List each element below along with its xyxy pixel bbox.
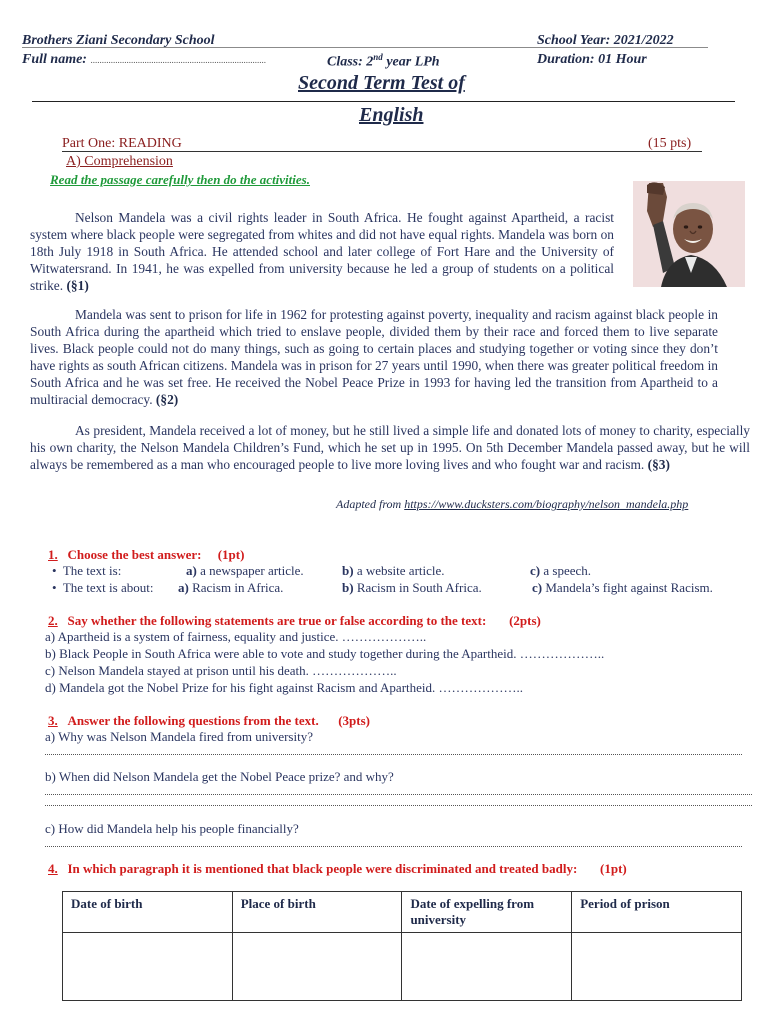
paragraph-3-text: As president, Mandela received a lot of money, but he still lived a simple life and donated lots of money to charity, especially his own charity, the Nelson Mandela Children’s Fund, which he set up in 1995. On 5th December Mandela passed away, but he will always be remembered as a man who encouraged people to live more loving lives and who fought war and racism. [30,423,750,472]
option-text: Racism in Africa. [188,580,284,595]
q2-statement-c[interactable]: c) Nelson Mandela stayed at prison until his death. ……………….. [45,663,397,678]
q2-heading [48,613,541,629]
bullet-icon: • [52,563,57,578]
table-cell-place-of-birth[interactable] [232,933,402,1001]
option-text: a newspaper article. [196,563,304,578]
q1-row-2-option-a[interactable] [178,580,283,596]
q1-row-1-stem: The text is: [62,563,122,578]
q1-row-2-stem: The text is about: [62,580,154,595]
table-cell-period-of-prison[interactable] [572,933,742,1001]
q4-heading [48,861,627,877]
passage-paragraph-3 [30,422,750,473]
q1-number: 1. [48,547,58,562]
option-label: a) [178,580,189,595]
passage-paragraph-2 [30,306,718,408]
paragraph-1-tag: (§1) [66,278,89,293]
paragraph-2-text: Mandela was sent to prison for life in 1962 for protesting against poverty, inequality and racism against black people in South Africa during the apartheid which tried to enslave people, divided them by their race and forced them to live separate lives. Black people could not do many things, such as going to certain places and studying together or voting since they don’t have rights as south African citizens. Mandela was in prison for 27 years until 1990, when there was greater political freedom in South Africa and he was set free. He received the Nobel Peace Prize in 1993 for having led the transition from Apartheid to a multiracial democracy. [30,307,718,407]
full-name-text: Full name: [22,52,87,67]
passage-paragraph-1 [30,209,614,294]
q3-answer-line-c[interactable] [45,846,742,847]
q3-heading [48,713,370,729]
q4-number: 4. [48,861,58,876]
mandela-photo [633,181,745,287]
title-rule [32,101,735,102]
q2-text: Say whether the following statements are true or false according to the text: [67,613,487,628]
part-one-label: Part One: READING [62,136,182,151]
q2-statement-b[interactable]: b) Black People in South Africa were able to vote and study together during the Apartheid. ……………….. [45,646,605,661]
portrait-illustration [633,181,745,287]
q3-text: Answer the following questions from the text. [67,713,319,728]
paragraph-2-tag: (§2) [155,392,179,407]
q3-answer-line-b1[interactable] [45,794,752,795]
paragraph-1-text: Nelson Mandela was a civil rights leader in South Africa. He fought against Apartheid, a racist system where black people were segregated from whites and did not have equal rights. Mandela was born on 18th July 1918 in South Africa. He attended school and later college of Fort Hare and the University of Witwatersrand. In 1941, he was expelled from university because he led a group of students on a political strike. [30,210,614,293]
table-header-period-of-prison: Period of prison [572,892,742,933]
q1-row-2-option-b[interactable] [342,580,482,596]
option-label: c) [530,563,541,578]
title-line-2: English [359,104,424,126]
q3-number: 3. [48,713,58,728]
q1-row-1-option-c[interactable] [530,563,591,579]
source-link[interactable]: https://www.ducksters.com/biography/nelson_mandela.php [404,497,689,511]
q3-answer-line-a[interactable] [45,754,742,755]
class-prefix: Class: 2 [327,54,374,70]
table-cell-date-of-birth[interactable] [63,933,233,1001]
title-line-1: Second Term Test of [298,72,465,94]
full-name-blank: .............................................................................. [90,55,266,65]
option-label: a) [186,563,197,578]
option-label: b) [342,580,354,595]
q2-statement-d[interactable]: d) Mandela got the Nobel Prize for his fight against Racism and Apartheid. ……………….. [45,680,524,695]
q1-row-1 [52,563,121,579]
q3-question-a: a) Why was Nelson Mandela fired from university? [45,729,313,744]
option-label: b) [342,563,354,578]
q1-text: Choose the best answer: [67,547,202,562]
q2-statement-a[interactable]: a) Apartheid is a system of fairness, equality and justice. ……………….. [45,629,427,644]
q1-heading [48,547,244,563]
info-table [62,891,742,1001]
table-header-date-of-expelling: Date of expelling from university [402,892,572,933]
option-text: Racism in South Africa. [353,580,482,595]
q1-row-1-option-a[interactable] [186,563,304,579]
paragraph-3-tag: (§3) [647,457,670,472]
reading-instruction: Read the passage carefully then do the activities. [50,172,310,187]
q1-row-2-option-c[interactable] [532,580,713,596]
class-label [327,52,440,71]
class-suffix: year LPh [382,54,440,70]
table-row [63,933,742,1001]
q2-points: (2pts) [509,613,541,628]
school-name: Brothers Ziani Secondary School [22,33,215,48]
source-attribution [336,497,688,512]
table-cell-date-of-expelling[interactable] [402,933,572,1001]
school-year: School Year: 2021/2022 [537,33,674,48]
class-sup: nd [373,52,383,62]
bullet-icon: • [52,580,57,595]
q4-text: In which paragraph it is mentioned that black people were discriminated and treated badly: [67,861,578,876]
option-text: Mandela’s fight against Racism. [542,580,713,595]
q4-points: (1pt) [600,861,627,876]
q1-row-2 [52,580,153,596]
table-header-place-of-birth: Place of birth [232,892,402,933]
q1-row-1-option-b[interactable] [342,563,445,579]
full-name-label [22,52,266,68]
option-label: c) [532,580,543,595]
q3-question-c: c) How did Mandela help his people financially? [45,821,299,836]
header-divider [22,47,708,48]
q1-points: (1pt) [217,547,245,562]
table-header-row [63,892,742,933]
q3-answer-line-b2[interactable] [45,805,752,806]
option-text: a website article. [353,563,445,578]
part-one-rule [62,151,702,152]
table-header-date-of-birth: Date of birth [63,892,233,933]
comprehension-label: A) Comprehension [66,154,173,169]
q3-question-b: b) When did Nelson Mandela get the Nobel Peace prize? and why? [45,769,394,784]
option-text: a speech. [540,563,591,578]
duration: Duration: 01 Hour [537,52,647,67]
q3-points: (3pts) [338,713,370,728]
source-prefix: Adapted from [336,497,405,511]
q2-number: 2. [48,613,58,628]
part-one-points: (15 pts) [648,136,692,151]
